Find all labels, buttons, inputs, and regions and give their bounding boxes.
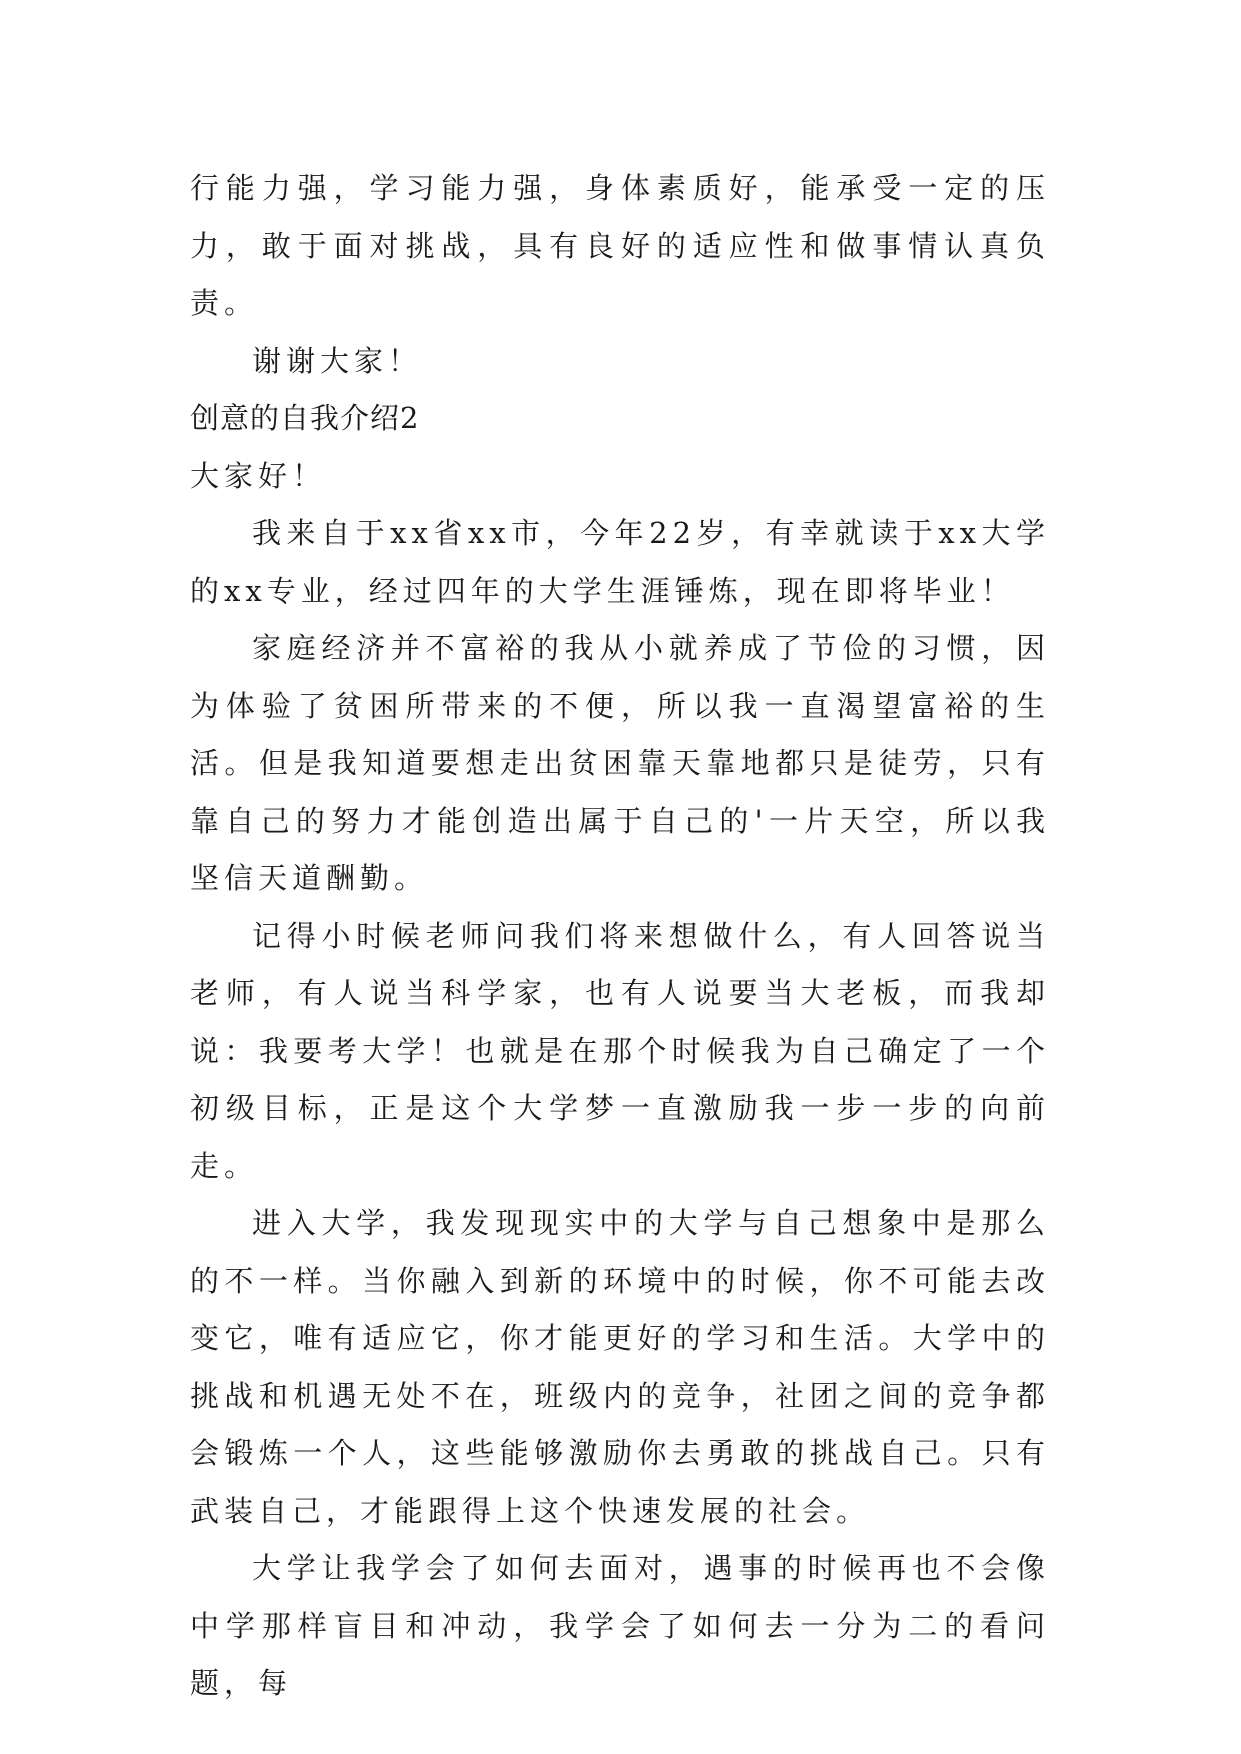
- document-body: [190, 160, 1050, 1713]
- section-heading: 创意的自我介绍2: [190, 401, 420, 435]
- paragraph-continuation: 行能力强，学习能力强，身体素质好，能承受一定的压力，敢于面对挑战，具有良好的适应性和做事情认真负责。: [190, 171, 1050, 320]
- paragraph-lessons: 大学让我学会了如何去面对，遇事的时候再也不会像中学那样盲目和冲动，我学会了如何去一分为二的看问题，每: [190, 1551, 1050, 1700]
- paragraph-childhood: 记得小时候老师问我们将来想做什么，有人回答说当老师，有人说当科学家，也有人说要当大老板，而我却说：我要考大学！也就是在那个时候我为自己确定了一个初级目标，正是这个大学梦一直激励我一步一步的向前走。: [190, 918, 1050, 1183]
- paragraph-university: 进入大学，我发现现实中的大学与自己想象中是那么的不一样。当你融入到新的环境中的时候，你不可能去改变它，唯有适应它，你才能更好的学习和生活。大学中的挑战和机遇无处不在，班级内的竞争，社团之间的竞争都会锻炼一个人，这些能够激励你去勇敢的挑战自己。只有武装自己，才能跟得上这个快速发展的社会。: [190, 1206, 1050, 1528]
- paragraph-origin: 我来自于xx省xx市，今年22岁，有幸就读于xx大学的xx专业，经过四年的大学生涯锤炼，现在即将毕业！: [190, 516, 1050, 608]
- paragraph-thanks: 谢谢大家！: [252, 343, 423, 378]
- paragraph-family: 家庭经济并不富裕的我从小就养成了节俭的习惯，因为体验了贫困所带来的不便，所以我一直渴望富裕的生活。但是我知道要想走出贫困靠天靠地都只是徒劳，只有靠自己的努力才能创造出属于自己的'一片天空，所以我坚信天道酬勤。: [190, 631, 1050, 895]
- paragraph-greeting: 大家好！: [190, 458, 327, 493]
